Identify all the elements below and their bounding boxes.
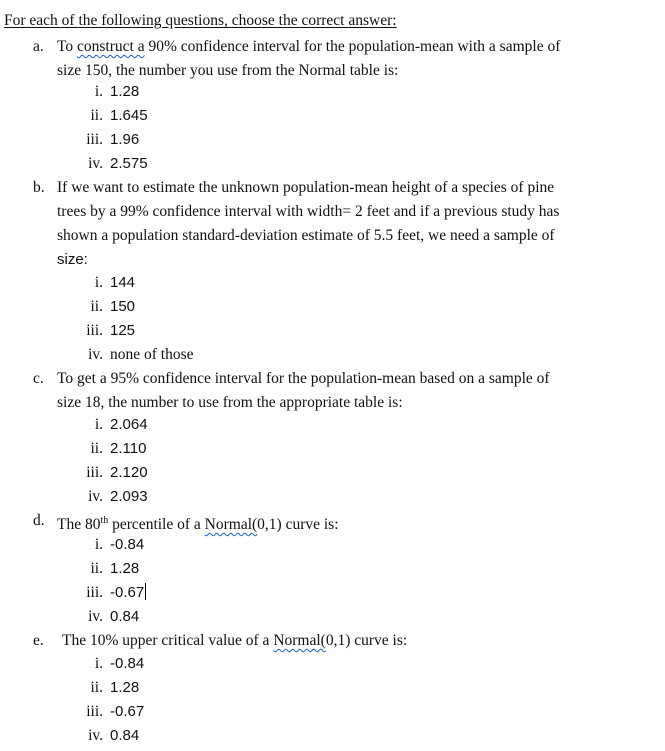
option-c-i-num: i.: [94, 416, 103, 433]
option-e-iii: -0.67: [110, 703, 145, 720]
question-e-letter: e.: [33, 632, 44, 649]
option-c-iv-num: iv.: [88, 488, 103, 505]
question-c-letter: c.: [33, 370, 44, 387]
question-e-stem-post: 0,1) curve is:: [325, 632, 408, 649]
option-c-ii: 2.110: [110, 440, 147, 457]
option-a-ii: 1.645: [110, 107, 148, 124]
question-b-letter: b.: [33, 179, 45, 196]
question-a-line-1: [57, 35, 560, 59]
option-d-ii: 1.28: [110, 560, 140, 577]
option-c-iv: 2.093: [110, 488, 148, 505]
spellcheck-squiggle: construct a: [77, 38, 145, 55]
option-b-iii: 125: [110, 322, 136, 339]
option-b-iii-num: iii.: [86, 322, 103, 339]
option-e-i-num: i.: [94, 655, 103, 672]
option-b-ii-num: ii.: [90, 298, 103, 315]
question-c-line-2: size 18, the number to use from the appropriate table is:: [57, 394, 403, 411]
question-a-letter: a.: [33, 38, 44, 55]
option-e-i: -0.84: [110, 655, 145, 672]
question-b-line-3: shown a population standard-deviation estimate of 5.5 feet, we need a sample of: [57, 227, 555, 244]
question-d-letter: d.: [33, 512, 45, 529]
instructions-heading: For each of the following questions, choose the correct answer:: [4, 12, 397, 29]
option-b-iv-num: iv.: [88, 346, 103, 363]
question-a-line-2: size 150, the number you use from the Normal table is:: [57, 62, 399, 79]
option-b-i: 144: [110, 274, 136, 291]
option-e-iv: 0.84: [110, 727, 140, 744]
option-a-i: 1.28: [110, 83, 140, 100]
option-a-iv-num: iv.: [88, 155, 103, 172]
option-a-iii-num: iii.: [86, 131, 103, 148]
question-c-line-1: To get a 95% confidence interval for the population-mean based on a sample of: [57, 370, 550, 387]
question-a-line-1-text: To construct a 90% confidence interval for the population-mean with a sample of: [57, 38, 561, 55]
question-e-stem-pre: The 10% upper critical value of a: [62, 632, 274, 649]
question-e-stem: [62, 629, 407, 653]
option-c-iii-num: iii.: [86, 464, 103, 481]
option-a-i-num: i.: [94, 83, 103, 100]
option-a-iii: 1.96: [110, 131, 140, 148]
option-a-iv: 2.575: [110, 155, 148, 172]
option-d-i-num: i.: [94, 536, 103, 553]
question-d-stem-pre: The 80: [57, 516, 101, 534]
question-e-stem-word: Normal(: [273, 632, 326, 649]
question-b-line-2: trees by a 99% confidence interval with width= 2 feet and if a previous study has: [57, 203, 560, 220]
text-cursor: [145, 583, 146, 600]
option-b-ii: 150: [110, 298, 136, 315]
question-b-line-1: If we want to estimate the unknown population-mean height of a species of pine: [57, 179, 555, 196]
option-d-ii-num: ii.: [90, 560, 103, 577]
option-e-iii-num: iii.: [86, 703, 103, 720]
option-b-iv: none of those: [110, 346, 194, 363]
question-b-line-4: size:: [57, 251, 88, 268]
option-c-i: 2.064: [110, 416, 148, 433]
question-d-stem-superscript: th: [100, 515, 109, 526]
option-e-iv-num: iv.: [88, 727, 103, 744]
option-e-ii: 1.28: [110, 679, 140, 696]
option-a-ii-num: ii.: [90, 107, 103, 124]
option-e-ii-num: ii.: [90, 679, 103, 696]
question-d-stem-mid: percentile of a: [108, 516, 205, 534]
question-d-stem-word: Normal(: [204, 516, 258, 534]
option-d-iii-text: -0.67: [110, 584, 145, 601]
option-c-iii: 2.120: [110, 464, 148, 481]
option-d-iv: 0.84: [110, 608, 140, 625]
option-c-ii-num: ii.: [90, 440, 103, 457]
option-d-iv-num: iv.: [88, 608, 103, 625]
option-d-i: -0.84: [110, 536, 145, 553]
question-d-stem-post: 0,1) curve is:: [257, 516, 339, 534]
option-b-i-num: i.: [94, 274, 103, 291]
option-d-iii-num: iii.: [86, 584, 103, 601]
option-d-iii[interactable]: [110, 581, 146, 605]
